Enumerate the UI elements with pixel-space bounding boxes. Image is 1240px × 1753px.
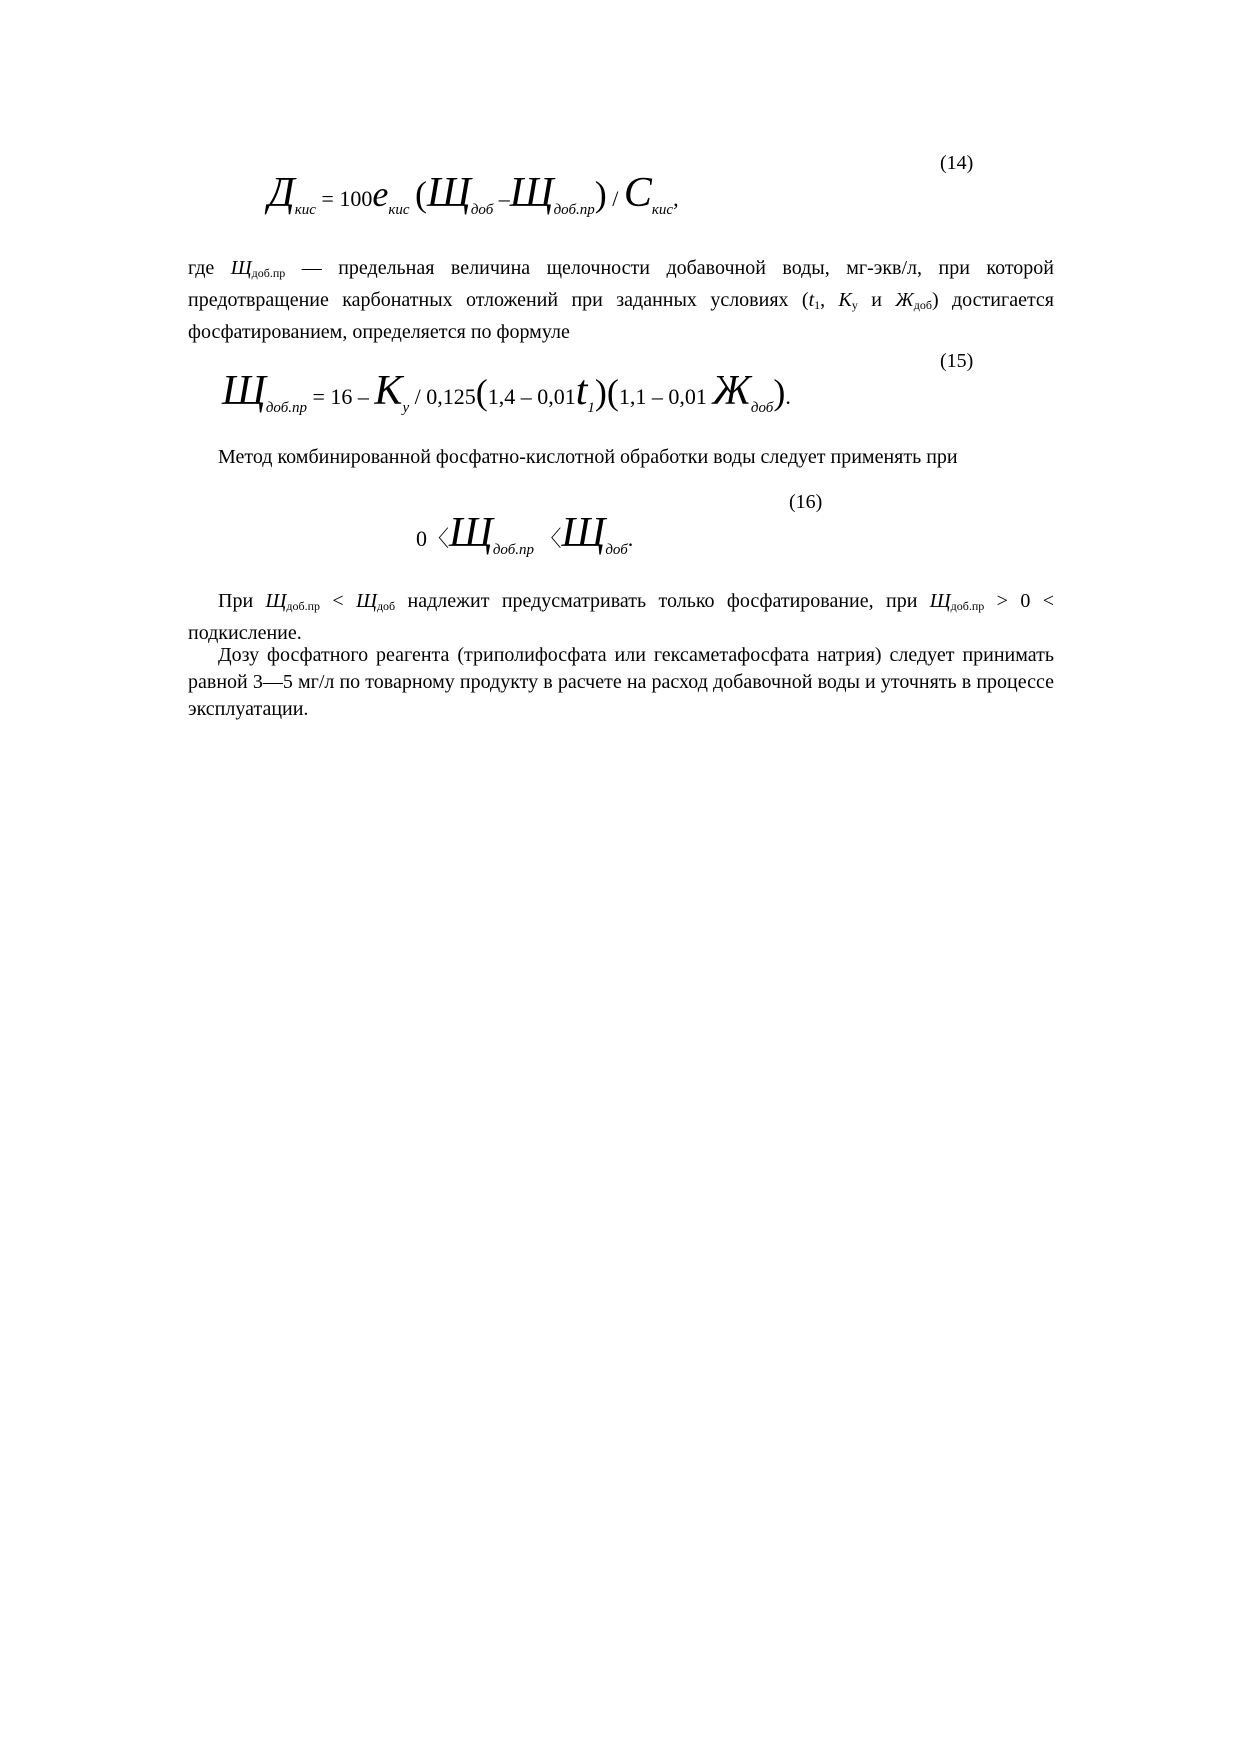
formula-text: – xyxy=(498,186,510,211)
formula-subscript: доб xyxy=(470,202,494,218)
formula-text: 0〈 xyxy=(416,526,450,551)
formula-text: , xyxy=(673,186,679,211)
formula-text: = 100 xyxy=(321,186,373,211)
symbol: Щ xyxy=(265,590,287,612)
formula-text: 〈 xyxy=(539,526,562,551)
formula-symbol: Щ xyxy=(509,170,554,216)
formula-text: 1,4 – 0,01 xyxy=(487,384,576,409)
subscript: 1 xyxy=(814,298,821,312)
subscript: доб.пр xyxy=(251,266,286,280)
formula-paren: ) xyxy=(594,174,607,214)
paragraph-condition xyxy=(188,588,1054,647)
text: где xyxy=(188,257,231,279)
formula-symbol: C xyxy=(623,170,652,216)
formula-symbol: Д xyxy=(268,170,295,216)
formula-16 xyxy=(416,512,633,558)
symbol: t xyxy=(808,289,815,311)
formula-symbol: Щ xyxy=(561,510,606,556)
formula-subscript: кис xyxy=(651,202,674,218)
symbol: Щ xyxy=(356,590,377,612)
text: — предельная величина щелочности добавочной воды, мг-экв/л, при которой предотвращение карбонатных отложений при заданных условиях ( xyxy=(188,257,1055,311)
formula-symbol: Щ xyxy=(222,368,266,414)
subscript: у xyxy=(851,298,858,312)
formula-paren: ( xyxy=(415,174,428,214)
text: > 0 < подкисление. xyxy=(188,590,1055,644)
text: надлежит предусматривать только фосфатирование, при xyxy=(395,590,930,612)
symbol: Щ xyxy=(230,257,252,279)
formula-text: = 16 – xyxy=(312,384,369,409)
formula-symbol: t xyxy=(575,368,588,414)
formula-subscript: 1 xyxy=(587,400,595,416)
text: ) достигается фосфатированием, определяется по формуле xyxy=(188,289,1055,343)
formula-symbol: e xyxy=(372,174,389,214)
formula-text: / xyxy=(612,186,619,211)
formula-paren: ( xyxy=(606,372,619,412)
text: и xyxy=(857,289,896,311)
formula-symbol: Ж xyxy=(712,368,751,414)
formula-subscript: доб.пр xyxy=(265,400,307,416)
paragraph-method: Метод комбинированной фосфатно-кислотной обработки воды следует применять при xyxy=(218,446,958,468)
equation-number-14: (14) xyxy=(940,152,974,174)
equation-number-15: (15) xyxy=(940,350,974,372)
formula-subscript: доб.пр xyxy=(553,202,595,218)
formula-paren: ) xyxy=(594,372,607,412)
formula-subscript: кис xyxy=(388,202,410,218)
formula-subscript: у xyxy=(402,400,410,416)
formula-symbol: K xyxy=(374,368,403,414)
text: < xyxy=(320,590,357,612)
formula-paren: ( xyxy=(475,372,488,412)
text: При xyxy=(218,590,266,612)
symbol: K xyxy=(838,289,852,311)
formula-text: . xyxy=(785,384,791,409)
formula-subscript: доб xyxy=(750,400,774,416)
formula-text: / 0,125 xyxy=(414,384,476,409)
formula-paren: ) xyxy=(773,372,786,412)
subscript: доб.пр xyxy=(286,599,321,613)
subscript: доб xyxy=(913,298,932,312)
symbol: Ж xyxy=(895,289,914,311)
text: , xyxy=(820,289,839,311)
formula-symbol: Щ xyxy=(427,170,471,216)
paragraph-definition xyxy=(188,255,1054,346)
formula-subscript: доб xyxy=(605,542,628,558)
equation-number-16: (16) xyxy=(789,491,823,513)
formula-subscript: доб.пр xyxy=(492,542,535,558)
formula-text: 1,1 – 0,01 xyxy=(618,384,707,409)
formula-text: . xyxy=(627,526,634,551)
formula-14 xyxy=(268,172,679,218)
formula-subscript: кис xyxy=(294,202,316,218)
paragraph-dose: Дозу фосфатного реагента (триполифосфата или гексаметафосфата натрия) следует принимать равной 3—5 мг/л по товарному продукту в расчете на расход добавочной воды и уточнять в процессе эксплуатации. xyxy=(188,644,1054,720)
subscript: доб.пр xyxy=(950,599,985,613)
symbol: Щ xyxy=(929,590,951,612)
subscript: доб xyxy=(376,599,396,613)
formula-15 xyxy=(222,370,791,416)
formula-symbol: Щ xyxy=(449,510,493,556)
